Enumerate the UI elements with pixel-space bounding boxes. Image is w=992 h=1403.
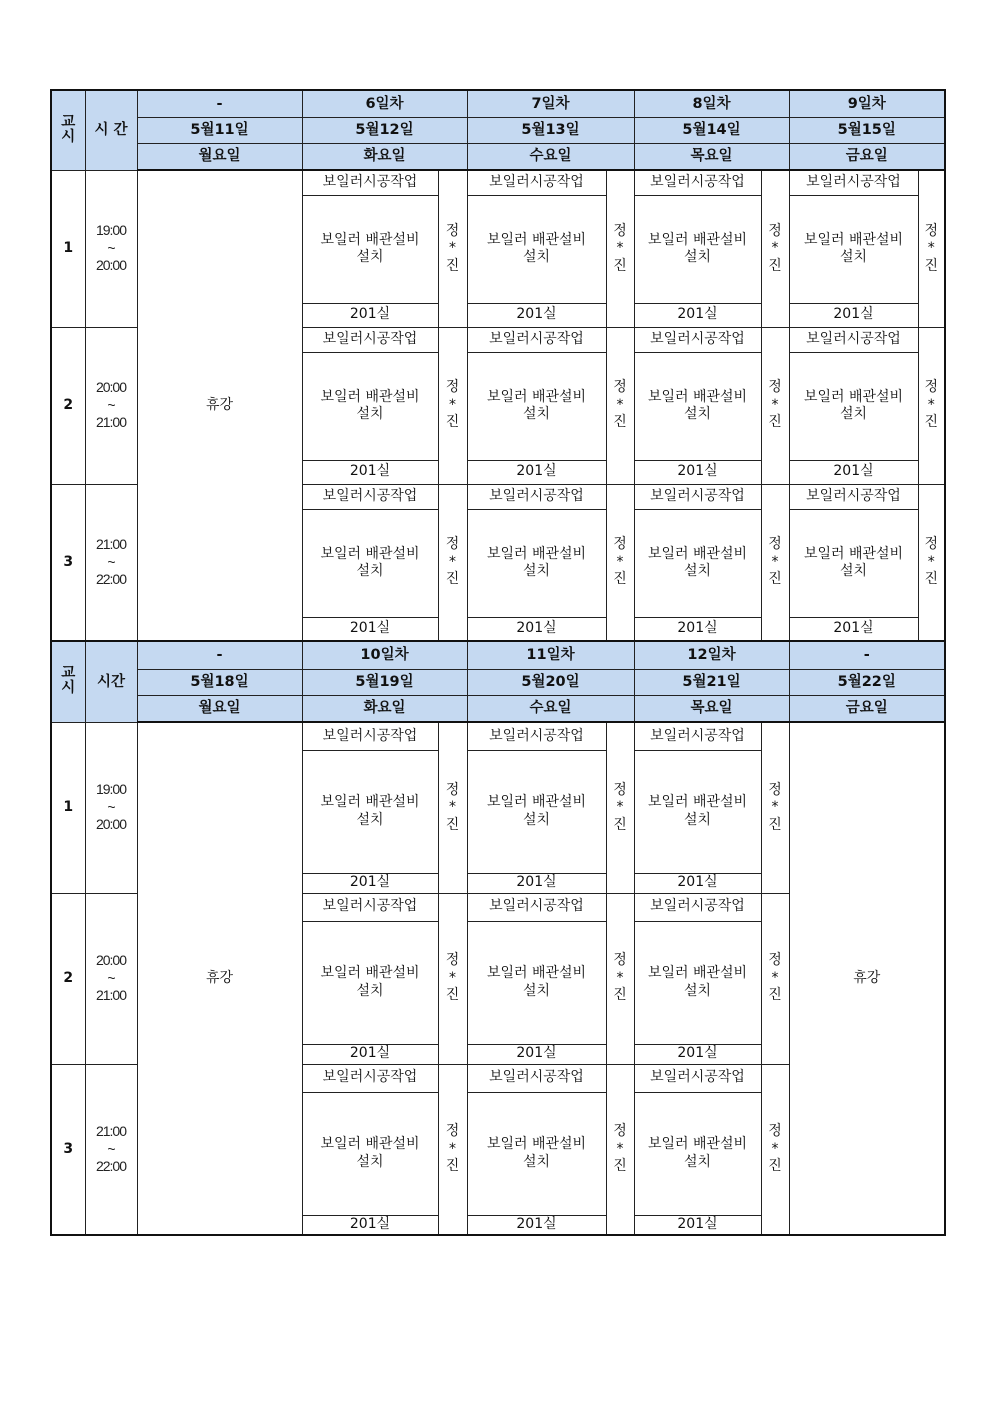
lesson-class-line2: 설치: [839, 563, 868, 579]
header-weekday: 화요일: [302, 144, 467, 171]
header-day-seq: 6일차: [302, 90, 467, 118]
header-date: 5월19일: [302, 670, 467, 696]
teacher-name-mask: *: [927, 553, 935, 570]
header-date: 5월12일: [302, 118, 467, 144]
lesson-class-line2: 설치: [356, 563, 384, 579]
lesson-class-name: [789, 195, 918, 303]
lesson-class-line1: 보일러 배관설비: [486, 545, 587, 562]
lesson-class-line2: 설치: [522, 563, 551, 579]
period-time-separator: ~: [107, 798, 115, 815]
teacher-name: [438, 170, 467, 327]
period-time-separator: ~: [107, 969, 115, 986]
lesson-class-line1: 보일러 배관설비: [647, 794, 748, 810]
period-time: [85, 484, 137, 641]
lesson-class-line2: 설치: [522, 811, 551, 828]
lesson-room: 201실: [467, 1215, 606, 1235]
lesson-work-title: 보일러시공작업: [302, 1064, 438, 1092]
lesson-class-name: [634, 750, 761, 873]
teacher-name-bottom: 진: [445, 257, 460, 274]
lesson-class-line2: 설치: [356, 1153, 384, 1170]
lesson-class-line1: 보일러 배관설비: [320, 545, 420, 562]
lesson-room: 201실: [302, 1215, 438, 1235]
teacher-name-mask: *: [771, 1140, 779, 1157]
lesson-class-name: [302, 509, 438, 617]
teacher-name-mask: *: [927, 240, 935, 256]
lesson-work-title: 보일러시공작업: [467, 893, 606, 921]
period-end-time: 20:00: [95, 257, 127, 274]
teacher-name-mask: *: [616, 396, 624, 413]
lesson-class-line2: 설치: [683, 811, 712, 828]
lesson-class-line1: 보일러 배관설비: [803, 388, 904, 405]
lesson-room: 201실: [789, 303, 918, 327]
header-date: 5월11일: [137, 118, 302, 144]
teacher-name-mask: *: [449, 396, 456, 413]
teacher-name: [918, 327, 945, 484]
period-number: 3: [51, 484, 85, 641]
teacher-name-bottom: 진: [445, 816, 460, 833]
lesson-room: 201실: [467, 1044, 606, 1064]
lesson-work-title: 보일러시공작업: [634, 1064, 761, 1092]
period-number: 1: [51, 722, 85, 893]
period-end-time: 21:00: [95, 414, 127, 431]
teacher-name-bottom: 진: [768, 414, 782, 431]
teacher-name: [606, 1064, 634, 1235]
lesson-work-title: 보일러시공작업: [467, 484, 606, 509]
lesson-room: 201실: [634, 303, 761, 327]
period-number: 2: [51, 327, 85, 484]
lesson-class-line2: 설치: [356, 249, 384, 265]
teacher-name-top: 정: [613, 222, 627, 239]
period-start-time: 20:00: [95, 952, 127, 969]
period-start-time: 19:00: [95, 222, 127, 239]
teacher-name: [606, 893, 634, 1064]
teacher-name-mask: *: [449, 1140, 456, 1157]
teacher-name: [761, 893, 789, 1064]
lesson-room: 201실: [467, 460, 606, 484]
teacher-name-top: 정: [768, 1123, 782, 1139]
header-weekday: 수요일: [467, 696, 634, 723]
teacher-name-mask: *: [771, 969, 779, 986]
lesson-work-title: 보일러시공작업: [467, 722, 606, 750]
period-label-text: 교시: [61, 665, 76, 697]
teacher-name: [761, 722, 789, 893]
monday-cancelled: 휴강: [137, 170, 302, 641]
monday-cancelled: 휴강: [137, 722, 302, 1235]
header-day-seq: 11일차: [467, 641, 634, 670]
teacher-name-top: 정: [613, 536, 627, 552]
lesson-class-name: [302, 1092, 438, 1215]
teacher-name-mask: *: [449, 799, 456, 815]
teacher-name-top: 정: [445, 1123, 460, 1139]
teacher-name: [918, 170, 945, 327]
lesson-room: 201실: [634, 617, 761, 641]
period-end-time: 21:00: [95, 987, 127, 1004]
lesson-class-line2: 설치: [683, 406, 712, 422]
lesson-class-name: [302, 195, 438, 303]
lesson-room: 201실: [634, 1044, 761, 1064]
teacher-name-mask: *: [771, 240, 779, 256]
teacher-name: [606, 484, 634, 641]
teacher-name-bottom: 진: [445, 1158, 460, 1174]
teacher-name-bottom: 진: [613, 987, 627, 1004]
lesson-work-title: 보일러시공작업: [302, 170, 438, 195]
period-start-time: 21:00: [95, 1123, 127, 1139]
period-label-text: 교시: [61, 113, 76, 145]
lesson-class-line1: 보일러 배관설비: [320, 1136, 420, 1152]
lesson-room: 201실: [302, 617, 438, 641]
header-weekday: 목요일: [634, 144, 789, 171]
header-day-seq: 8일차: [634, 90, 789, 118]
header-weekday: 금요일: [789, 144, 945, 171]
teacher-name-bottom: 진: [768, 1158, 782, 1174]
lesson-class-line1: 보일러 배관설비: [486, 231, 587, 248]
teacher-name-mask: *: [449, 240, 456, 256]
lesson-class-name: [467, 750, 606, 873]
teacher-name-top: 정: [768, 536, 782, 552]
header-weekday: 수요일: [467, 144, 634, 171]
lesson-room: 201실: [302, 303, 438, 327]
lesson-class-line2: 설치: [522, 249, 551, 265]
lesson-work-title: 보일러시공작업: [634, 484, 761, 509]
lesson-work-title: 보일러시공작업: [467, 170, 606, 195]
lesson-work-title: 보일러시공작업: [634, 170, 761, 195]
period-end-time: 22:00: [95, 1158, 127, 1174]
teacher-name-bottom: 진: [445, 987, 460, 1004]
header-date: 5월20일: [467, 670, 634, 696]
teacher-name: [918, 484, 945, 641]
teacher-name-top: 정: [613, 952, 627, 969]
lesson-class-line2: 설치: [522, 1153, 551, 1170]
period-end-time: 22:00: [95, 571, 127, 587]
teacher-name-mask: *: [616, 969, 624, 986]
teacher-name-top: 정: [768, 781, 782, 798]
period-time-separator: ~: [107, 553, 115, 570]
lesson-work-title: 보일러시공작업: [302, 327, 438, 352]
period-time: [85, 893, 137, 1064]
lesson-class-line1: 보일러 배관설비: [320, 231, 420, 248]
lesson-class-line1: 보일러 배관설비: [486, 388, 587, 405]
teacher-name-mask: *: [771, 396, 779, 413]
teacher-name: [606, 722, 634, 893]
teacher-name: [438, 893, 467, 1064]
header-time-label: 시간: [85, 641, 137, 722]
friday-cancelled: 휴강: [789, 722, 945, 1235]
lesson-room: 201실: [789, 460, 918, 484]
lesson-class-line1: 보일러 배관설비: [486, 1136, 587, 1152]
lesson-work-title: 보일러시공작업: [634, 722, 761, 750]
header-weekday: 월요일: [137, 696, 302, 723]
header-day-seq: 12일차: [634, 641, 789, 670]
header-weekday: 월요일: [137, 144, 302, 171]
header-weekday: 화요일: [302, 696, 467, 723]
header-date: 5월21일: [634, 670, 789, 696]
header-time-label: 시 간: [85, 90, 137, 170]
teacher-name-top: 정: [445, 952, 460, 969]
header-weekday: 목요일: [634, 696, 789, 723]
lesson-class-line1: 보일러 배관설비: [320, 794, 420, 810]
teacher-name: [438, 484, 467, 641]
period-time-separator: ~: [107, 396, 115, 413]
lesson-room: 201실: [302, 873, 438, 893]
teacher-name-mask: *: [616, 240, 624, 256]
lesson-room: 201실: [634, 1215, 761, 1235]
header-date: 5월15일: [789, 118, 945, 144]
lesson-class-line2: 설치: [522, 406, 551, 422]
lesson-work-title: 보일러시공작업: [634, 893, 761, 921]
teacher-name-mask: *: [927, 396, 935, 413]
header-weekday: 금요일: [789, 696, 945, 723]
teacher-name: [438, 722, 467, 893]
period-end-time: 20:00: [95, 816, 127, 833]
teacher-name-top: 정: [445, 781, 460, 798]
teacher-name-mask: *: [771, 553, 779, 570]
lesson-class-line2: 설치: [356, 982, 384, 999]
header-day-seq: 7일차: [467, 90, 634, 118]
lesson-class-line1: 보일러 배관설비: [803, 231, 904, 248]
lesson-class-line1: 보일러 배관설비: [320, 965, 420, 981]
teacher-name-bottom: 진: [924, 571, 939, 587]
header-period-label: [51, 641, 85, 722]
header-day-seq: 9일차: [789, 90, 945, 118]
header-date: 5월13일: [467, 118, 634, 144]
lesson-room: 201실: [634, 873, 761, 893]
teacher-name-bottom: 진: [768, 571, 782, 587]
teacher-name-mask: *: [449, 553, 456, 570]
lesson-class-name: [634, 195, 761, 303]
teacher-name-bottom: 진: [613, 816, 627, 833]
lesson-class-line1: 보일러 배관설비: [647, 545, 748, 562]
teacher-name: [761, 170, 789, 327]
header-day-seq: -: [137, 641, 302, 670]
teacher-name: [606, 327, 634, 484]
lesson-class-name: [467, 1092, 606, 1215]
teacher-name-top: 정: [924, 536, 939, 552]
lesson-class-name: [302, 352, 438, 460]
timetable: [50, 89, 946, 1236]
teacher-name: [606, 170, 634, 327]
teacher-name-bottom: 진: [768, 257, 782, 274]
lesson-room: 201실: [467, 303, 606, 327]
teacher-name: [438, 327, 467, 484]
lesson-room: 201실: [467, 873, 606, 893]
lesson-class-line1: 보일러 배관설비: [647, 231, 748, 248]
teacher-name-bottom: 진: [613, 414, 627, 431]
period-start-time: 20:00: [95, 379, 127, 396]
period-time-separator: ~: [107, 1140, 115, 1157]
lesson-work-title: 보일러시공작업: [302, 484, 438, 509]
teacher-name-bottom: 진: [924, 414, 939, 431]
teacher-name-top: 정: [768, 379, 782, 396]
teacher-name-top: 정: [445, 536, 460, 552]
lesson-class-line2: 설치: [522, 982, 551, 999]
lesson-room: 201실: [302, 460, 438, 484]
lesson-room: 201실: [789, 617, 918, 641]
teacher-name-top: 정: [924, 222, 939, 239]
lesson-class-name: [789, 509, 918, 617]
period-time: [85, 722, 137, 893]
teacher-name-top: 정: [613, 1123, 627, 1139]
teacher-name-top: 정: [445, 379, 460, 396]
header-date: 5월22일: [789, 670, 945, 696]
period-number: 2: [51, 893, 85, 1064]
teacher-name-top: 정: [445, 222, 460, 239]
teacher-name-bottom: 진: [613, 257, 627, 274]
period-time: [85, 170, 137, 327]
teacher-name-bottom: 진: [924, 257, 939, 274]
lesson-class-line2: 설치: [683, 1153, 712, 1170]
lesson-class-name: [467, 195, 606, 303]
lesson-class-name: [634, 509, 761, 617]
lesson-room: 201실: [634, 460, 761, 484]
lesson-class-name: [634, 352, 761, 460]
lesson-room: 201실: [302, 1044, 438, 1064]
lesson-class-line1: 보일러 배관설비: [320, 388, 420, 405]
teacher-name-mask: *: [616, 553, 624, 570]
lesson-class-line1: 보일러 배관설비: [486, 965, 587, 981]
teacher-name-bottom: 진: [613, 571, 627, 587]
teacher-name-top: 정: [613, 379, 627, 396]
teacher-name-mask: *: [616, 799, 624, 815]
lesson-class-line2: 설치: [683, 249, 712, 265]
lesson-class-line1: 보일러 배관설비: [647, 1136, 748, 1152]
period-number: 1: [51, 170, 85, 327]
period-time: [85, 1064, 137, 1235]
lesson-class-line2: 설치: [839, 249, 868, 265]
lesson-class-line2: 설치: [683, 982, 712, 999]
lesson-room: 201실: [467, 617, 606, 641]
header-day-seq: -: [789, 641, 945, 670]
teacher-name-top: 정: [768, 222, 782, 239]
lesson-class-line2: 설치: [356, 406, 384, 422]
lesson-class-name: [789, 352, 918, 460]
lesson-class-line2: 설치: [356, 811, 384, 828]
lesson-class-name: [634, 921, 761, 1044]
lesson-class-line2: 설치: [683, 563, 712, 579]
teacher-name-bottom: 진: [768, 987, 782, 1004]
teacher-name-top: 정: [924, 379, 939, 396]
teacher-name-bottom: 진: [768, 816, 782, 833]
lesson-work-title: 보일러시공작업: [467, 1064, 606, 1092]
header-date: 5월18일: [137, 670, 302, 696]
lesson-class-name: [467, 921, 606, 1044]
lesson-class-line1: 보일러 배관설비: [803, 545, 904, 562]
teacher-name: [761, 1064, 789, 1235]
lesson-class-name: [302, 750, 438, 873]
lesson-class-line1: 보일러 배관설비: [486, 794, 587, 810]
lesson-work-title: 보일러시공작업: [789, 327, 918, 352]
period-time: [85, 327, 137, 484]
teacher-name-mask: *: [616, 1140, 624, 1157]
period-start-time: 21:00: [95, 536, 127, 552]
header-period-label: [51, 90, 85, 170]
teacher-name-bottom: 진: [613, 1158, 627, 1174]
teacher-name: [438, 1064, 467, 1235]
header-date: 5월14일: [634, 118, 789, 144]
lesson-work-title: 보일러시공작업: [302, 722, 438, 750]
lesson-class-line1: 보일러 배관설비: [647, 965, 748, 981]
lesson-class-name: [467, 509, 606, 617]
lesson-class-name: [634, 1092, 761, 1215]
lesson-work-title: 보일러시공작업: [789, 484, 918, 509]
lesson-class-name: [467, 352, 606, 460]
header-day-seq: 10일차: [302, 641, 467, 670]
teacher-name-top: 정: [768, 952, 782, 969]
teacher-name: [761, 327, 789, 484]
lesson-work-title: 보일러시공작업: [467, 327, 606, 352]
period-number: 3: [51, 1064, 85, 1235]
period-time-separator: ~: [107, 239, 115, 256]
lesson-work-title: 보일러시공작업: [634, 327, 761, 352]
teacher-name-top: 정: [613, 781, 627, 798]
lesson-class-line1: 보일러 배관설비: [647, 388, 748, 405]
lesson-class-line2: 설치: [839, 406, 868, 422]
teacher-name: [761, 484, 789, 641]
lesson-work-title: 보일러시공작업: [302, 893, 438, 921]
teacher-name-mask: *: [771, 799, 779, 815]
header-day-seq: -: [137, 90, 302, 118]
teacher-name-bottom: 진: [445, 571, 460, 587]
lesson-work-title: 보일러시공작업: [789, 170, 918, 195]
lesson-class-name: [302, 921, 438, 1044]
teacher-name-bottom: 진: [445, 414, 460, 431]
teacher-name-mask: *: [449, 969, 456, 986]
period-start-time: 19:00: [95, 781, 127, 798]
